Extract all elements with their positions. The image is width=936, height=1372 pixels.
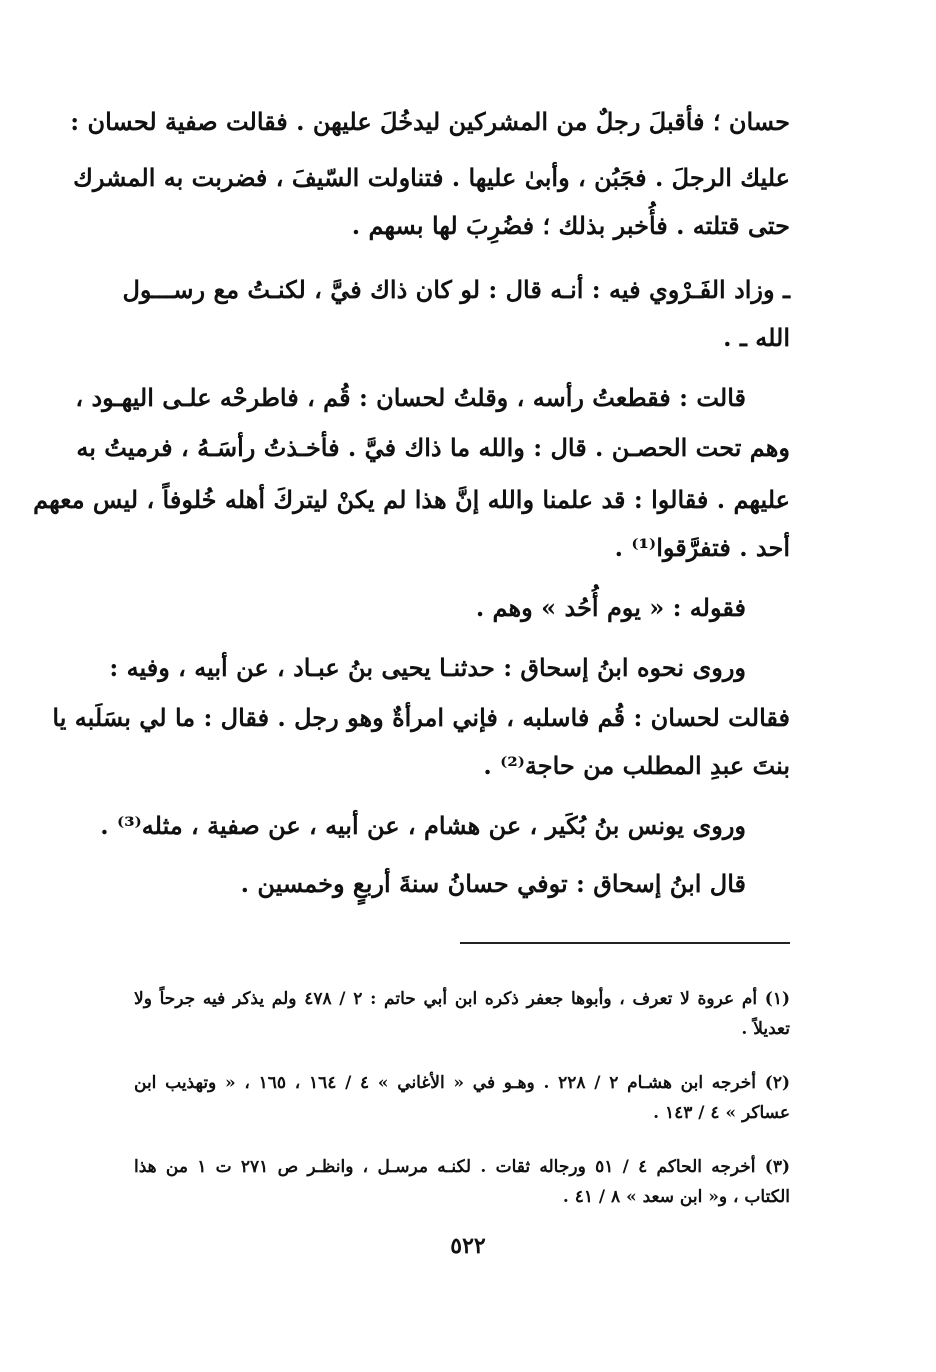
text-line: أحد . فتفرَّقوا⁽¹⁾ . bbox=[614, 533, 790, 562]
text-line: قالت : فقطعتُ رأسه ، وقلتُ لحسان : قُم ، فاطرحْه علـى اليهـود ، bbox=[75, 383, 746, 412]
footnote-line: عساكر » ٤ / ١٤٣ . bbox=[653, 1103, 790, 1123]
text-line: فقوله : « يوم أُحُد » وهم . bbox=[475, 593, 746, 622]
text-line: وروى يونس بنُ بُكَير ، عن هشام ، عن أبيه ، عن صفية ، مثله⁽³⁾ . bbox=[100, 811, 746, 840]
text-line: وهم تحت الحصـن . قال : والله ما ذاك فيَّ . فأخـذتُ رأسَـهُ ، فرميتُ به bbox=[76, 433, 790, 462]
text-line: قال ابنُ إسحاق : توفي حسانُ سنةَ أربعٍ وخمسين . bbox=[240, 869, 746, 898]
footnote-separator bbox=[460, 942, 790, 944]
text-line: فقالت لحسان : قُم فاسلبه ، فإني امرأةٌ وهو رجل . فقال : ما لي بسَلَبه يا bbox=[52, 703, 790, 732]
text-line: وروى نحوه ابنُ إسحاق : حدثنـا يحيى بنُ عبـاد ، عن أبيه ، وفيه : bbox=[109, 653, 746, 682]
footnote-line: (١) أم عروة لا تعرف ، وأبوها جعفر ذكره ابن أبي حاتم : ٢ / ٤٧٨ ولم يذكر فيه جرحاً ولا bbox=[134, 989, 791, 1009]
text-line: حسان ؛ فأقبلَ رجلٌ من المشركين ليدخُلَ عليهن . فقالت صفية لحسان : bbox=[70, 107, 790, 136]
footnote-line: تعديلاً . bbox=[741, 1019, 790, 1039]
text-line: بنتَ عبدِ المطلب من حاجة⁽²⁾ . bbox=[483, 751, 790, 780]
text-line: الله ـ . bbox=[723, 323, 790, 352]
footnote-line: (٢) أخرجه ابن هشـام ٢ / ٢٢٨ . وهـو في « الأغاني » ٤ / ١٦٤ ، ١٦٥ ، « وتهذيب ابن bbox=[134, 1073, 790, 1093]
text-line: عليهم . فقالوا : قد علمنا والله إنَّ هذا لم يكنْ ليتركَ أهله خُلوفاً ، ليس معهم bbox=[33, 485, 790, 514]
footnote-line: الكتاب ، و« ابن سعد » ٨ / ٤١ . bbox=[562, 1187, 790, 1207]
footnote-line: (٣) أخرجه الحاكم ٤ / ٥١ ورجاله ثقات . لكنـه مرسـل ، وانظـر ص ٢٧١ ت ١ من هذا bbox=[134, 1157, 790, 1177]
text-line: عليك الرجلَ . فجَبُن ، وأبىٰ عليها . فتناولت السّيفَ ، فضربت به المشرك bbox=[73, 163, 790, 192]
page-number: ٥٢٢ bbox=[450, 1233, 486, 1259]
text-line: حتى قتلته . فأُخبر بذلك ؛ فضُرِبَ لها بسهم . bbox=[351, 211, 790, 240]
text-line: ـ وزاد الفَـرْوي فيه : أنـه قال : لو كان ذاك فيَّ ، لكنـتُ مع رســـول bbox=[122, 275, 790, 304]
